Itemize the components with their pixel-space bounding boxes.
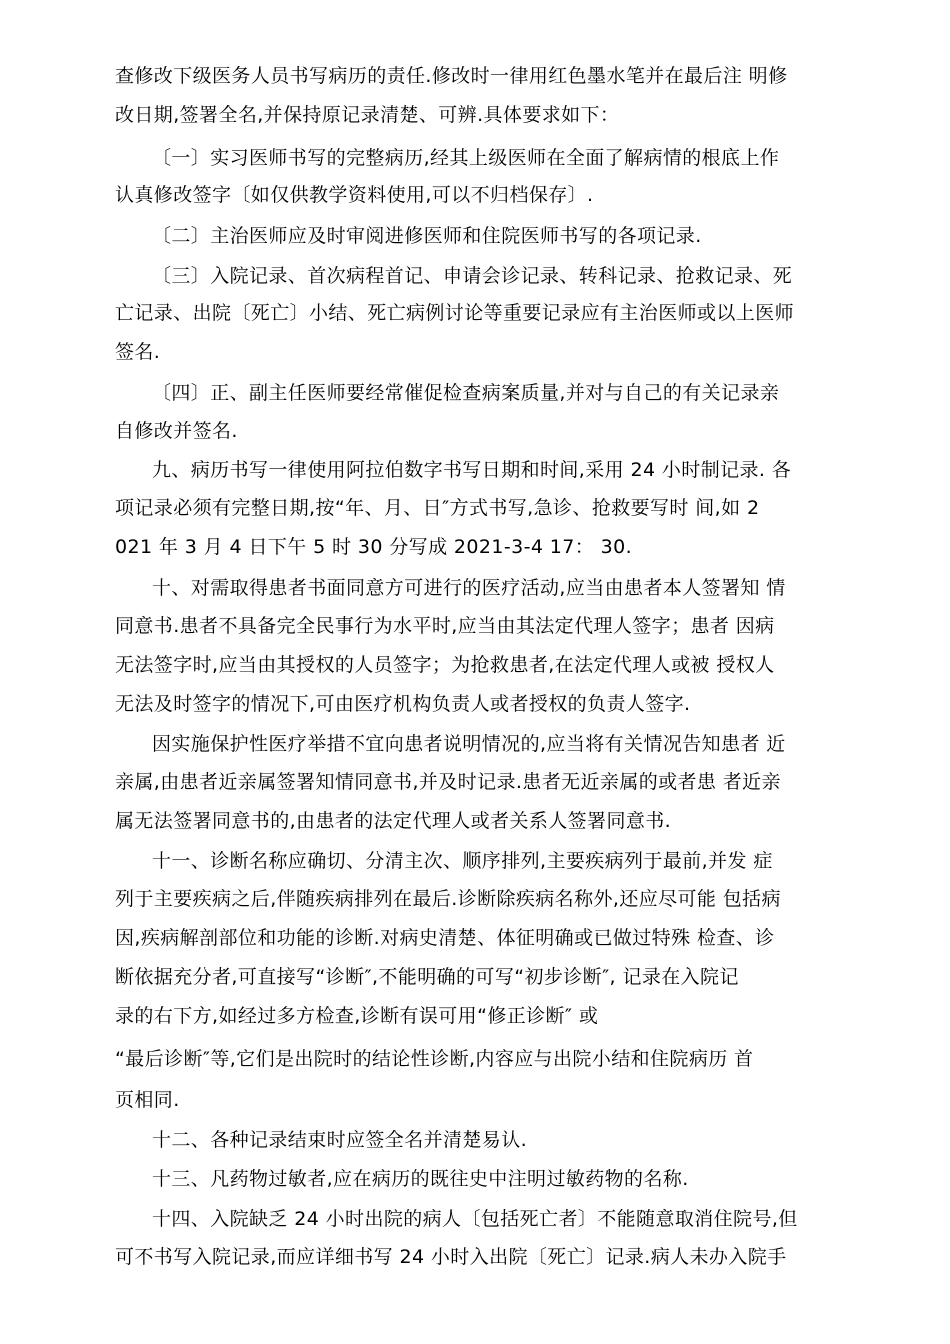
text-line: “最后诊断″等,它们是出院时的结论性诊断,内容应与出院小结和住院病历 首 (115, 1048, 754, 1070)
text-line: 断依据充分者,可直接写“诊断″,不能明确的可写“初步诊断″, 记录在入院记 (115, 966, 739, 988)
text-line: 十二、各种记录结束时应签全名并清楚易认. (152, 1129, 528, 1151)
text-line: 因实施保护性医疗举措不宜向患者说明情况的,应当将有关情况告知患者 近 (152, 733, 786, 755)
text-line: 项记录必须有完整日期,按“年、月、日″方式书写,急诊、抢救要写时 间,如 2 (115, 497, 760, 519)
text-line: 亡记录、出院〔死亡〕小结、死亡病例讨论等重要记录应有主治医师或以上医师 (115, 302, 795, 324)
text-line: 〔三〕入院记录、首次病程首记、申请会诊记录、转科记录、抢救记录、死 (152, 265, 793, 287)
text-line: 认真修改签字〔如仅供教学资料使用,可以不归档保存〕. (115, 184, 594, 206)
text-line: 021 年 3 月 4 日下午 5 时 30 分写成 2021-3-4 17： 30. (115, 536, 633, 558)
text-line: 十三、凡药物过敏者,应在病历的既往史中注明过敏药物的名称. (152, 1168, 689, 1190)
text-line: 改日期,签署全名,并保持原记录清楚、可辨.具体要求如下： (115, 104, 620, 126)
text-line: 因,疾病解剖部位和功能的诊断.对病史清楚、体征明确或已做过特殊 检查、诊 (115, 927, 775, 949)
text-line: 〔一〕实习医师书写的完整病历,经其上级医师在全面了解病情的根底上作 (152, 147, 780, 169)
text-line: 〔二〕主治医师应及时审阅进修医师和住院医师书写的各项记录. (152, 225, 702, 247)
text-line: 查修改下级医务人员书写病历的责任.修改时一律用红色墨水笔并在最后注 明修 (115, 65, 788, 87)
text-line: 属无法签署同意书的,由患者的法定代理人或者关系人签署同意书. (115, 810, 672, 832)
text-line: 同意书.患者不具备完全民事行为水平时,应当由其法定代理人签字；患者 因病 (115, 615, 775, 637)
text-line: 十、对需取得患者书面同意方可进行的医疗活动,应当由患者本人签署知 情 (152, 577, 786, 599)
text-line: 无法签字时,应当由其授权的人员签字；为抢救患者,在法定代理人或被 授权人 (115, 654, 775, 676)
text-line: 十一、诊断名称应确切、分清主次、顺序排列,主要疾病列于最前,并发 症 (152, 850, 773, 872)
text-line: 可不书写入院记录,而应详细书写 24 小时入出院〔死亡〕记录.病人未办入院手 (115, 1246, 787, 1268)
text-line: 无法及时签字的情况下,可由医疗机构负责人或者授权的负责人签字. (115, 693, 691, 715)
text-line: 列于主要疾病之后,伴随疾病排列在最后.诊断除疾病名称外,还应尽可能 包括病 (115, 888, 781, 910)
text-line: 〔四〕正、副主任医师要经常催促检查病案质量,并对与自己的有关记录亲 (152, 382, 780, 404)
text-line: 页相同. (115, 1089, 180, 1111)
text-line: 自修改并签名. (115, 420, 238, 442)
text-line: 十四、入院缺乏 24 小时出院的病人〔包括死亡者〕不能随意取消住院号,但 (152, 1208, 798, 1230)
text-line: 九、病历书写一律使用阿拉伯数字书写日期和时间,采用 24 小时制记录. 各 (152, 459, 792, 481)
text-line: 录的右下方,如经过多方检查,诊断有误可用“修正诊断″ 或 (115, 1005, 599, 1027)
text-line: 亲属,由患者近亲属签署知情同意书,并及时记录.患者无近亲属的或者患 者近亲 (115, 771, 781, 793)
text-line: 签名. (115, 341, 161, 363)
